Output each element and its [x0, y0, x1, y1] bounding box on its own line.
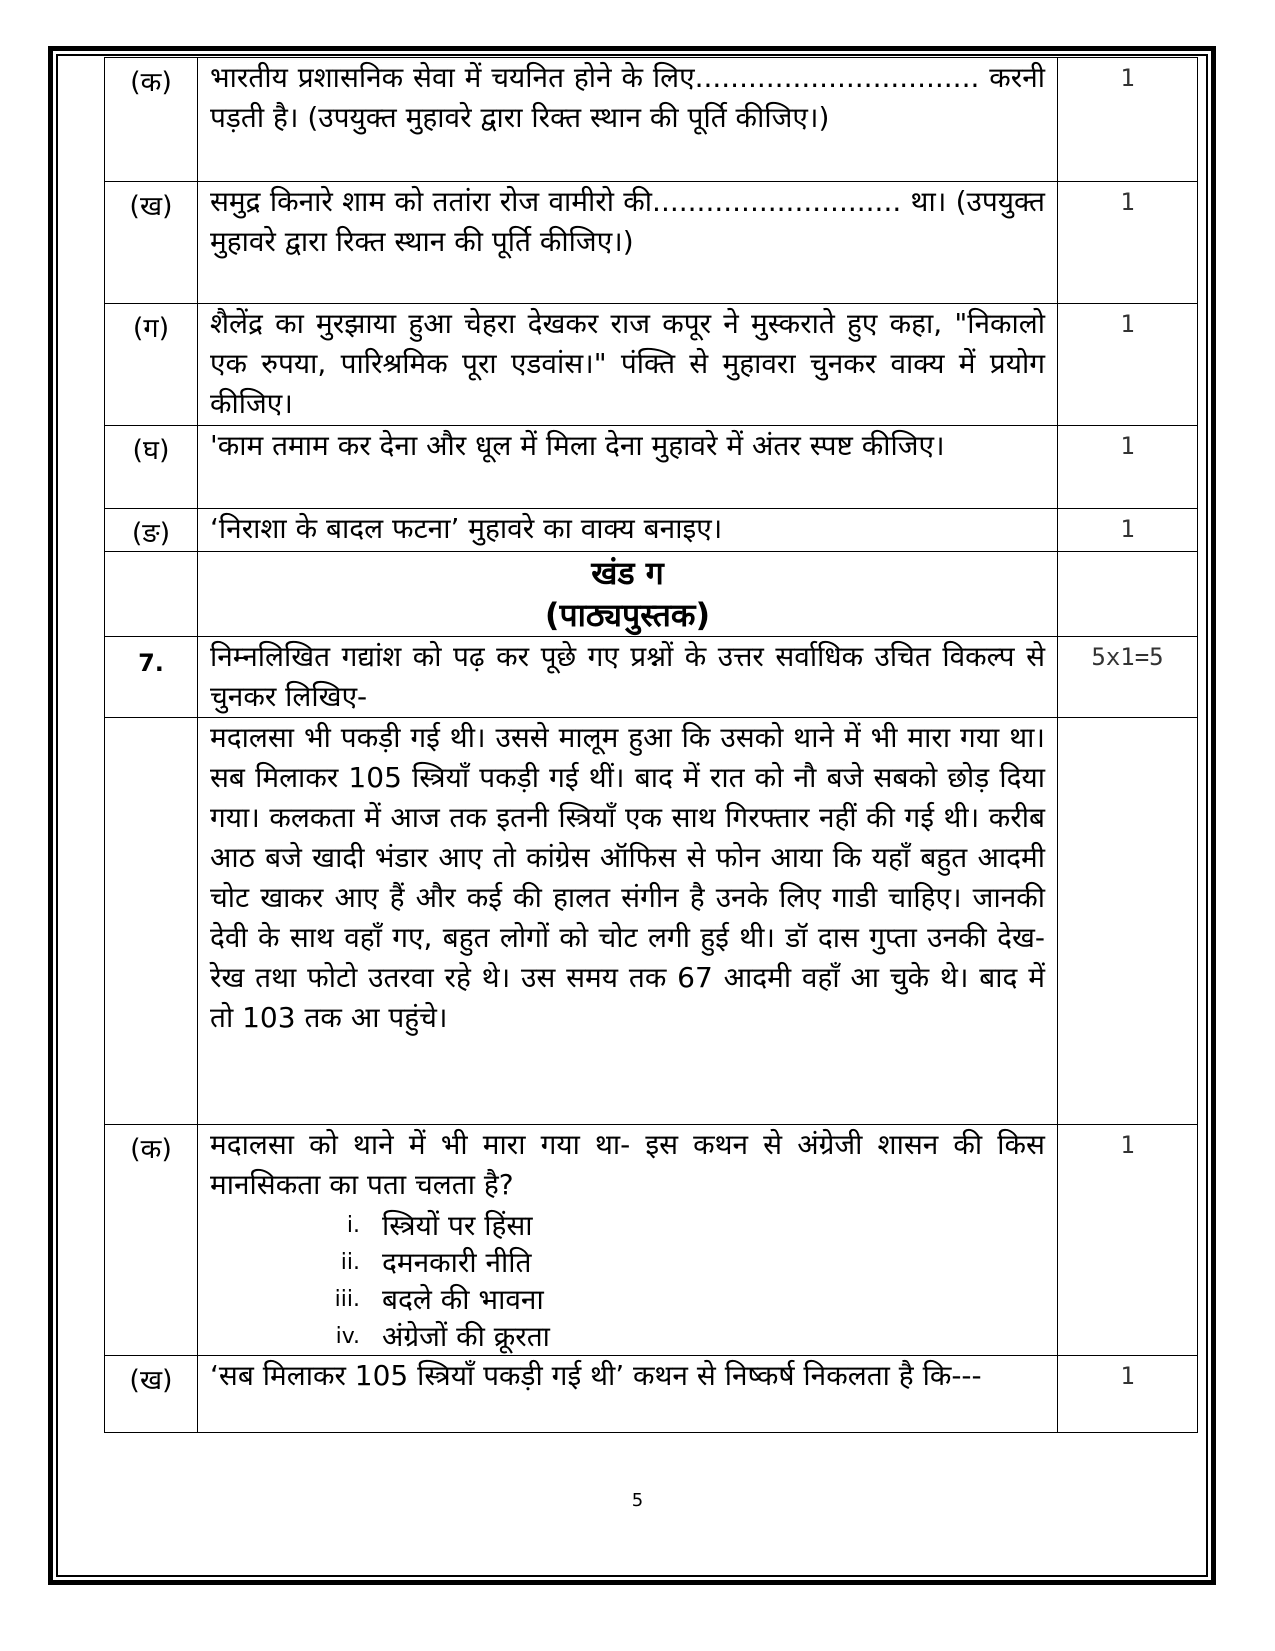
question-number: 7.	[105, 637, 198, 718]
option-number: iii.	[334, 1287, 360, 1312]
question-label: (ङ)	[105, 509, 198, 552]
question-label: (क)	[105, 58, 198, 182]
section-heading	[198, 552, 1058, 637]
option-number: i.	[346, 1213, 360, 1238]
section-title: खंड ग	[591, 554, 664, 592]
sub-question-cell	[198, 1125, 1058, 1356]
marks: 1	[1058, 426, 1198, 509]
sub-question-row	[105, 1356, 1198, 1433]
question-text: भारतीय प्रशासनिक सेवा में चयनित होने के लिए................................ करनी पड़ती है। (उपयुक्त मुहावरे द्वारा रिक्त स्थान की पूर्ति कीजिए।)	[198, 58, 1058, 182]
question-row	[105, 182, 1198, 304]
sub-question-text: मदालसा को थाने में भी मारा गया था- इस कथन से अंग्रेजी शासन की किस मानसिकता का पता चलता है?	[210, 1128, 1045, 1201]
marks: 1	[1058, 182, 1198, 304]
question-text: शैलेंद्र का मुरझाया हुआ चेहरा देखकर राज कपूर ने मुस्कराते हुए कहा, "निकालो एक रुपया, पारिश्रमिक पूरा एडवांस।" पंक्ति से मुहावरा चुनकर वाक्य में प्रयोग कीजिए।	[198, 304, 1058, 426]
passage-text: मदालसा भी पकड़ी गई थी। उससे मालूम हुआ कि उसको थाने में भी मारा गया था। सब मिलाकर 105 स्त्रियाँ पकड़ी गई थीं। बाद में रात को नौ बजे सबको छोड़ दिया गया। कलकता में आज तक इतनी स्त्रियाँ एक साथ गिरफ्तार नहीं की गई थी। करीब आठ बजे खादी भंडार आए तो कांग्रेस ऑफिस से फोन आया कि यहाँ बहुत आदमी चोट खाकर आए हैं और कई की हालत संगीन है उनके लिए गाडी चाहिए। जानकी देवी के साथ वहाँ गए, बहुत लोगों को चोट लगी हुई थी। डॉ दास गुप्ता उनकी देख-रेख तथा फोटो उतरवा रहे थे। उस समय तक 67 आदमी वहाँ आ चुके थे। बाद में तो 103 तक आ पहुंचे।	[198, 718, 1058, 1125]
question-7-row	[105, 637, 1198, 718]
question-text: 'काम तमाम कर देना और धूल में मिला देना मुहावरे में अंतर स्पष्ट कीजिए।	[198, 426, 1058, 509]
question-row	[105, 426, 1198, 509]
marks: 1	[1058, 509, 1198, 552]
question-label: (ख)	[105, 1356, 198, 1433]
option-text: बदले की भावना	[382, 1283, 544, 1316]
option-list	[210, 1207, 1045, 1355]
passage-row	[105, 718, 1198, 1125]
question-text: समुद्र किनारे शाम को ततांरा रोज वामीरो की............................ था। (उपयुक्त मुहावरे द्वारा रिक्त स्थान की पूर्ति कीजिए।)	[198, 182, 1058, 304]
section-heading-row	[105, 552, 1198, 637]
marks: 5x1=5	[1058, 637, 1198, 718]
question-row	[105, 58, 1198, 182]
option-text: स्त्रियों पर हिंसा	[382, 1209, 533, 1242]
question-label: (क)	[105, 1125, 198, 1356]
page-number: 5	[631, 1490, 644, 1511]
option-text: दमनकारी नीति	[382, 1246, 532, 1279]
option-text: अंग्रेजों की क्रूरता	[382, 1320, 550, 1353]
option-number: ii.	[340, 1250, 360, 1275]
marks: 1	[1058, 1125, 1198, 1356]
marks: 1	[1058, 304, 1198, 426]
option-item	[210, 1244, 1045, 1281]
question-label: (ख)	[105, 182, 198, 304]
sub-question-row	[105, 1125, 1198, 1356]
question-text: ‘निराशा के बादल फटना’ मुहावरे का वाक्य बनाइए।	[198, 509, 1058, 552]
section-subtitle: (पाठ्यपुस्तक)	[544, 596, 711, 634]
sub-question-text: ‘सब मिलाकर 105 स्त्रियाँ पकड़ी गई थी’ कथन से निष्कर्ष निकलता है कि---	[198, 1356, 1058, 1433]
marks: 1	[1058, 58, 1198, 182]
question-table	[104, 57, 1198, 1433]
question-row	[105, 509, 1198, 552]
question-label: (ग)	[105, 304, 198, 426]
marks: 1	[1058, 1356, 1198, 1433]
question-instruction: निम्नलिखित गद्यांश को पढ़ कर पूछे गए प्रश्नों के उत्तर सर्वाधिक उचित विकल्प से चुनकर लिखिए-	[198, 637, 1058, 718]
option-number: iv.	[335, 1324, 360, 1349]
question-row	[105, 304, 1198, 426]
option-item	[210, 1207, 1045, 1244]
question-label: (घ)	[105, 426, 198, 509]
option-item	[210, 1281, 1045, 1318]
option-item	[210, 1318, 1045, 1355]
